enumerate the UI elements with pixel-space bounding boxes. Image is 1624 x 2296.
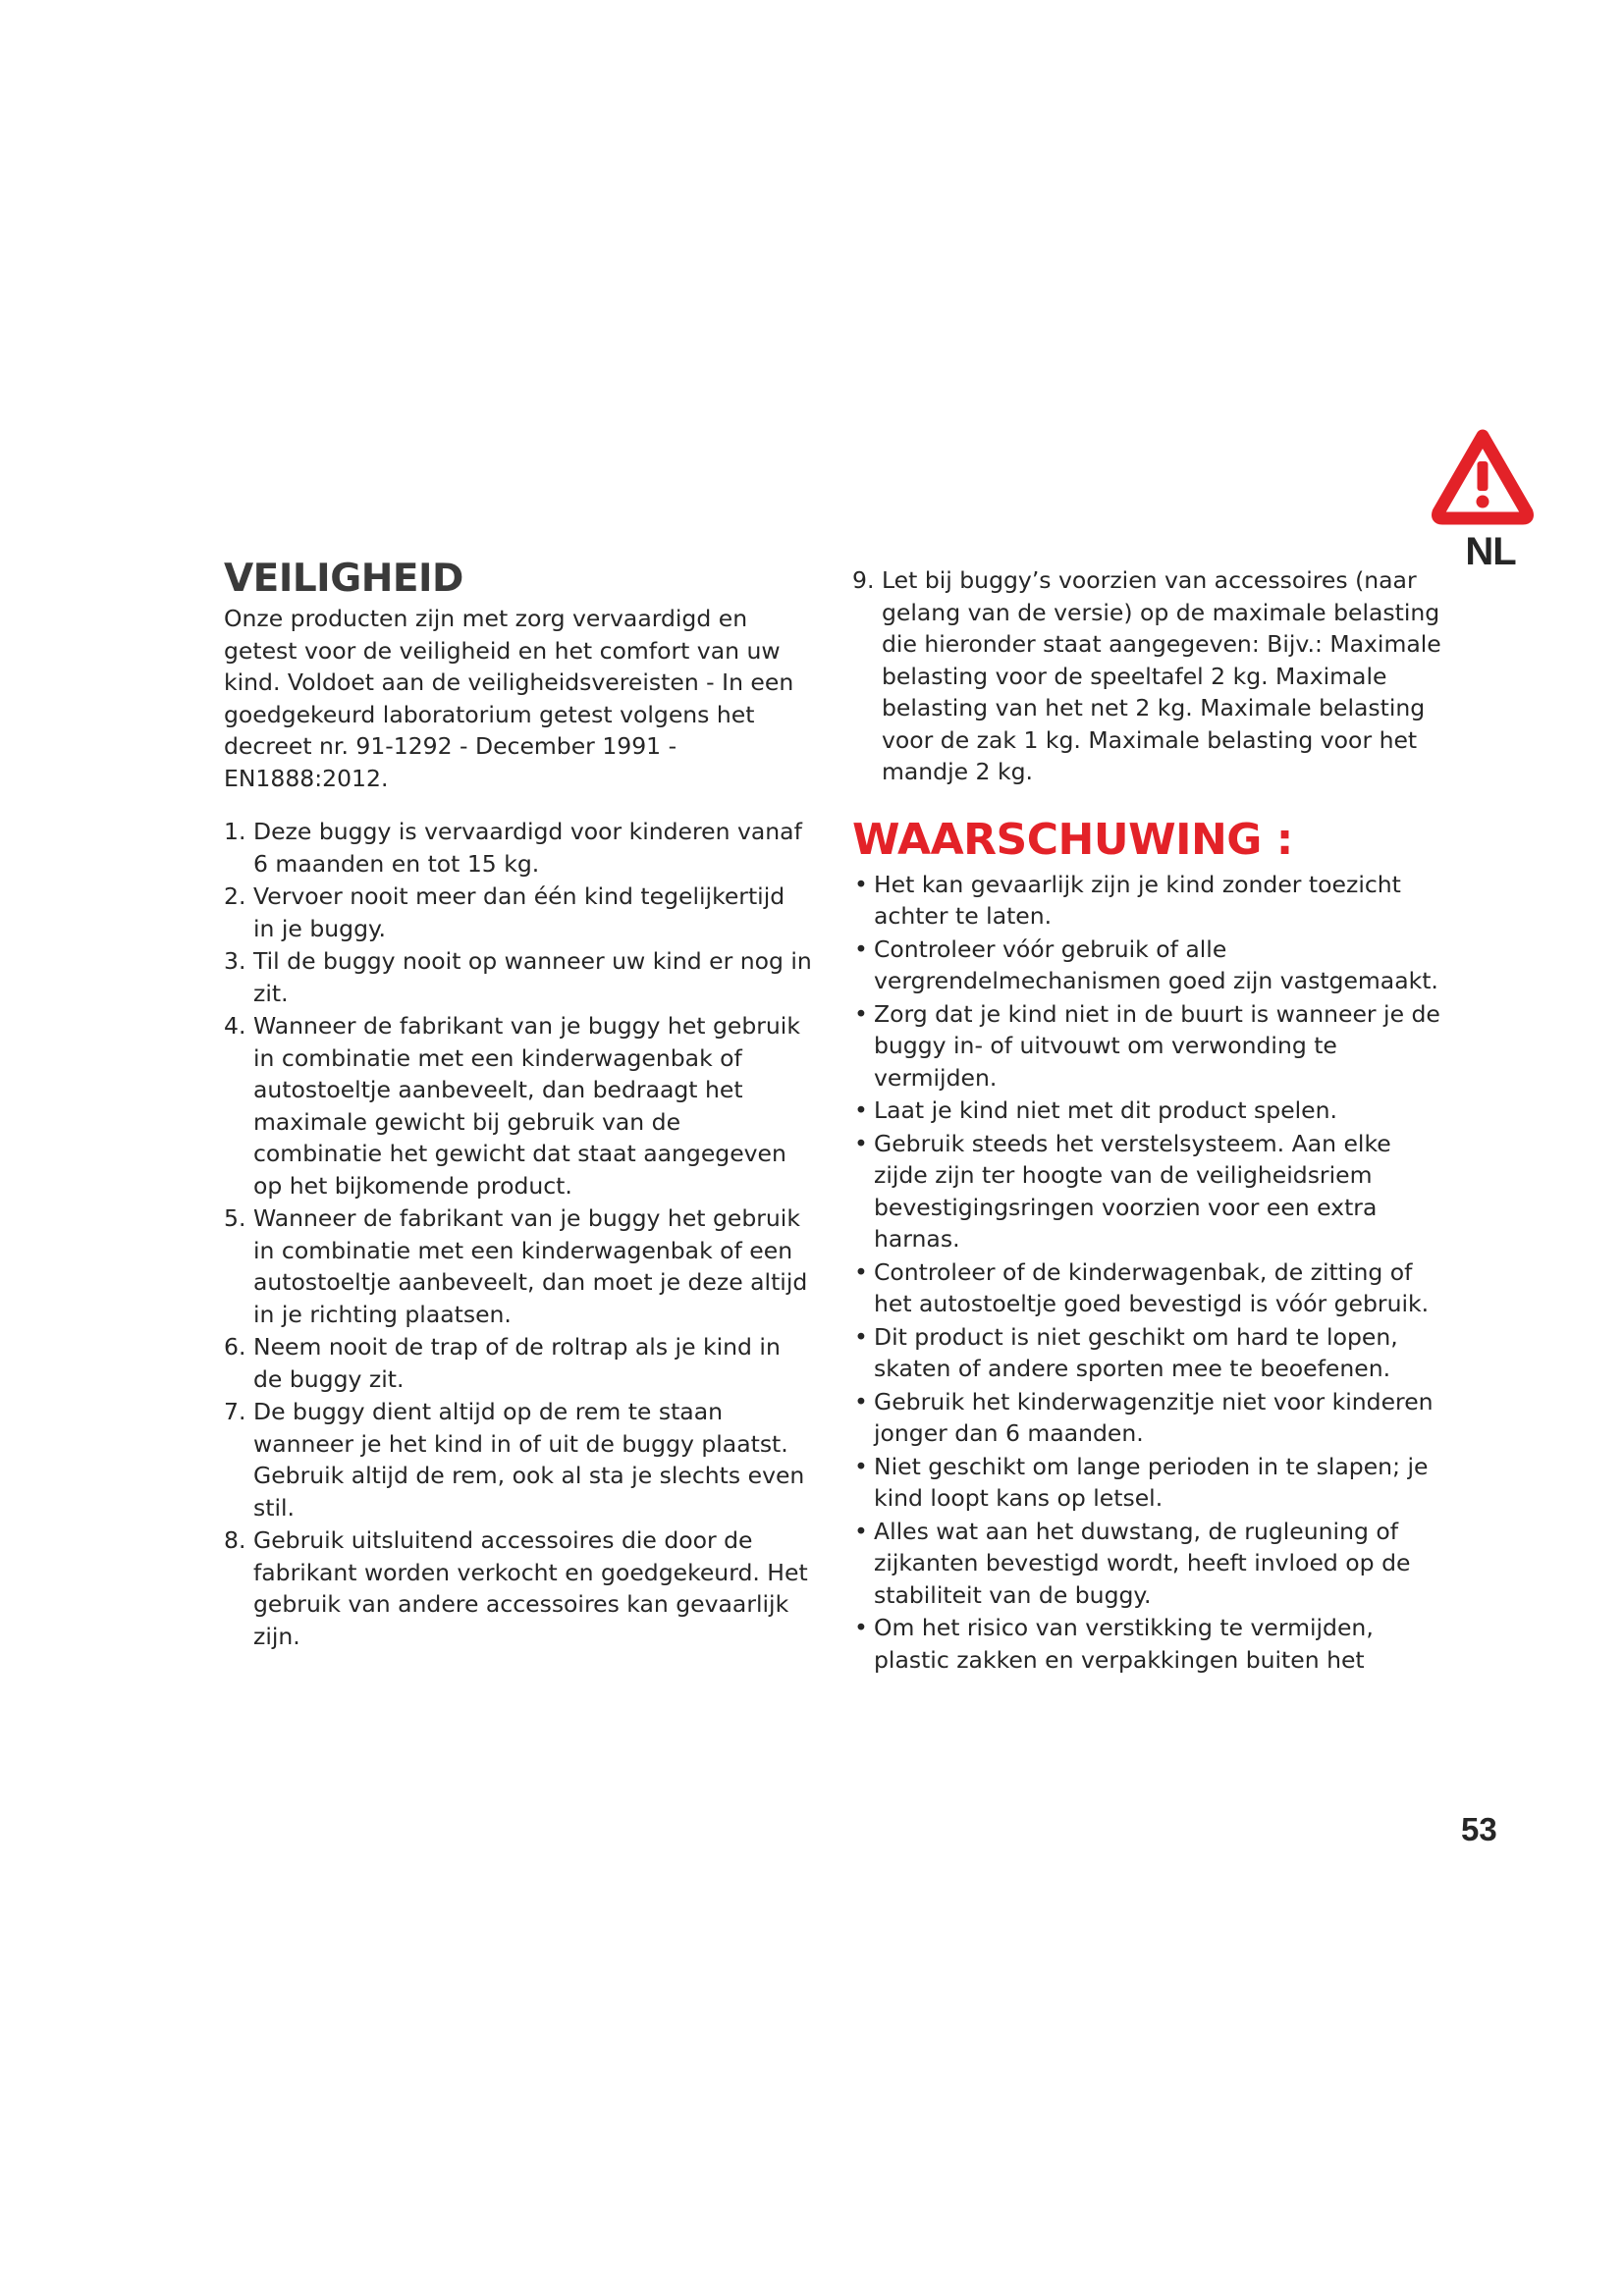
list-item (224, 1202, 813, 1330)
warning-item (852, 869, 1451, 933)
safety-list-continued (852, 564, 1451, 788)
warning-item (852, 1095, 1451, 1127)
left-column (224, 558, 813, 1653)
safety-intro: Onze producten zijn met zorg vervaardigd en getest voor de veiligheid en het comfort van uw kind. Voldoet aan de veiligheidsvereisten - In een goedgekeurd laboratorium getest volgens het decreet nr. 91-1292 - December 1991 - EN1888:2012. (224, 605, 794, 792)
list-item (224, 1396, 813, 1523)
warning-list (852, 869, 1451, 1677)
bullet: • (854, 1257, 868, 1286)
list-number: 1. (224, 818, 246, 845)
list-number: 4. (224, 1012, 246, 1040)
warning-text: Om het risico van verstikking te vermijden, plastic zakken en verpakkingen buiten het (874, 1614, 1374, 1674)
bullet: • (854, 999, 868, 1028)
list-number: 3. (224, 947, 246, 975)
warning-item (852, 1256, 1451, 1320)
warning-item (852, 1386, 1451, 1450)
safety-list (224, 816, 813, 1652)
warning-item (852, 1516, 1451, 1612)
warning-triangle-icon (1431, 428, 1535, 526)
warning-item (852, 998, 1451, 1095)
bullet: • (854, 1452, 868, 1480)
list-item (852, 564, 1451, 788)
list-number: 9. (852, 566, 875, 594)
list-number: 8. (224, 1526, 246, 1554)
list-text: De buggy dient altijd op de rem te staan wanneer je het kind in of uit de buggy plaatst. Gebruik altijd de rem, ook al sta je slechts even stil. (253, 1398, 805, 1522)
warning-item (852, 934, 1451, 997)
list-number: 2. (224, 882, 246, 910)
warning-text: Controleer of de kinderwagenbak, de zitting of het autostoeltje goed bevestigd is vóór gebruik. (874, 1257, 1430, 1317)
warning-item (852, 1128, 1451, 1255)
language-code: NL (1465, 530, 1516, 573)
list-item (224, 881, 813, 944)
warning-text: Gebruik steeds het verstelsysteem. Aan elke zijde zijn ter hoogte van de veiligheidsriem bevestigingsringen voorzien voor een extra harnas. (874, 1129, 1391, 1253)
warning-text: Het kan gevaarlijk zijn je kind zonder toezicht achter te laten. (874, 870, 1401, 930)
warning-text: Alles wat aan het duwstang, de rugleuning of zijkanten bevestigd wordt, heeft invloed op de stabiliteit van de buggy. (874, 1517, 1411, 1609)
list-text: Neem nooit de trap of de roltrap als je kind in de buggy zit. (253, 1333, 781, 1393)
safety-title: VEILIGHEID (224, 557, 463, 601)
list-text: Deze buggy is vervaardigd voor kinderen vanaf 6 maanden en tot 15 kg. (253, 818, 802, 878)
list-number: 6. (224, 1333, 246, 1361)
warning-text: Gebruik het kinderwagenzitje niet voor kinderen jonger dan 6 maanden. (874, 1387, 1434, 1447)
list-item (224, 816, 813, 880)
list-text: Til de buggy nooit op wanneer uw kind er nog in zit. (253, 947, 812, 1007)
bullet: • (854, 1517, 868, 1545)
bullet: • (854, 1387, 868, 1415)
list-text: Vervoer nooit meer dan één kind tegelijkertijd in je buggy. (253, 882, 785, 942)
warning-item (852, 1321, 1451, 1385)
warning-text: Laat je kind niet met dit product spelen. (874, 1096, 1338, 1124)
bullet: • (854, 1614, 868, 1641)
warning-text: Dit product is niet geschikt om hard te lopen, skaten of andere sporten mee te beoefenen. (874, 1322, 1398, 1382)
bullet: • (854, 870, 868, 898)
list-item (224, 1010, 813, 1201)
warning-text: Zorg dat je kind niet in de buurt is wanneer je de buggy in- of uitvouwt om verwonding te vermijden. (874, 999, 1440, 1092)
list-item (224, 945, 813, 1009)
list-number: 7. (224, 1398, 246, 1425)
list-text: Wanneer de fabrikant van je buggy het gebruik in combinatie met een kinderwagenbak of een autostoeltje aanbeveelt, dan moet je deze altijd in je richting plaatsen. (253, 1204, 808, 1328)
bullet: • (854, 1129, 868, 1157)
bullet: • (854, 1096, 868, 1124)
warning-item (852, 1451, 1451, 1515)
warning-text: Niet geschikt om lange perioden in te slapen; je kind loopt kans op letsel. (874, 1452, 1429, 1512)
list-item (224, 1524, 813, 1652)
list-item (224, 1331, 813, 1395)
list-text: Let bij buggy’s voorzien van accessoires (naar gelang van de versie) op de maximale belasting die hieronder staat aangegeven: Bijv.: Maximale belasting voor de speeltafel 2 kg. Maximale belasting van het net 2 kg. Maximale belasting voor de zak 1 kg. Maximale belasting voor het mandje 2 kg. (882, 566, 1441, 785)
bullet: • (854, 1322, 868, 1351)
page-number: 53 (1461, 1811, 1497, 1847)
list-text: Wanneer de fabrikant van je buggy het gebruik in combinatie met een kinderwagenbak of autostoeltje aanbeveelt, dan bedraagt het maximale gewicht bij gebruik van de combinatie het gewicht dat staat aangegeven op het bijkomende product. (253, 1012, 800, 1200)
bullet: • (854, 934, 868, 963)
list-text: Gebruik uitsluitend accessoires die door de fabrikant worden verkocht en goedgekeurd. Het gebruik van andere accessoires kan gevaarlijk zijn. (253, 1526, 808, 1650)
warning-title: WAARSCHUWING : (852, 814, 1293, 865)
right-column (852, 564, 1451, 1677)
warning-item (852, 1612, 1451, 1676)
list-number: 5. (224, 1204, 246, 1232)
warning-text: Controleer vóór gebruik of alle vergrendelmechanismen goed zijn vastgemaakt. (874, 934, 1438, 994)
